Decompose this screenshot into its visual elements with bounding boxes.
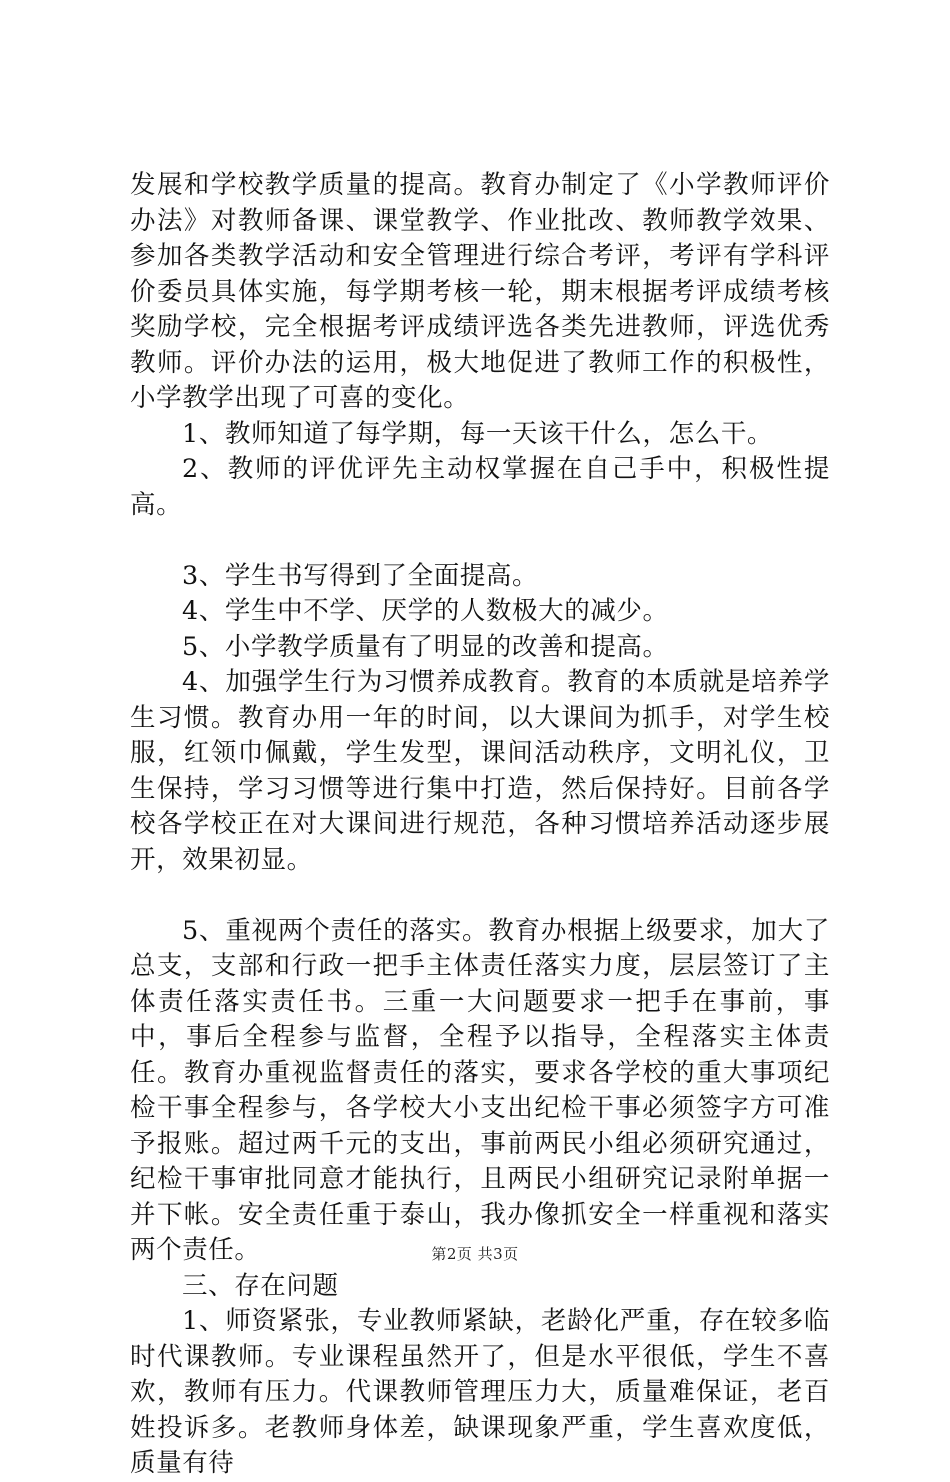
- paragraph-continuation: 发展和学校教学质量的提高。教育办制定了《小学教师评价办法》对教师备课、课堂教学、作业批改、教师教学效果、参加各类教学活动和安全管理进行综合考评，考评有学科评价委员具体实施，每学期考核一轮，期末根据考评成绩考核奖励学校，完全根据考评成绩评选各类先进教师，评选优秀教师。评价办法的运用，极大地促进了教师工作的积极性，小学教学出现了可喜的变化。: [130, 170, 830, 413]
- paragraph-habits: 4、加强学生行为习惯养成教育。教育的本质就是培养学生习惯。教育办用一年的时间，以大课间为抓手，对学生校服，红领巾佩戴，学生发型，课间活动秩序，文明礼仪，卫生保持，学习习惯等进行集中打造，然后保持好。目前各学校各学校正在对大课间进行规范，各种习惯培养活动逐步展开，效果初显。: [130, 667, 830, 875]
- blank-line: [130, 878, 830, 914]
- section-heading: 三、存在问题: [182, 1270, 339, 1301]
- list-item: 3、学生书写得到了全面提高。: [182, 560, 539, 591]
- paragraph-problems: 1、师资紧张，专业教师紧缺，老龄化严重，存在较多临时代课教师。专业课程虽然开了，但是水平很低，学生不喜欢，教师有压力。代课教师管理压力大，质量难保证，老百姓投诉多。老教师身体差，缺课现象严重，学生喜欢度低，质量有待: [130, 1306, 830, 1478]
- list-item: 5、小学教学质量有了明显的改善和提高。: [182, 631, 669, 662]
- page-number-footer: 第2页 共3页: [431, 1245, 519, 1263]
- blank-line: [130, 523, 830, 559]
- list-item: 1、教师知道了每学期，每一天该干什么，怎么干。: [182, 418, 774, 449]
- paragraph-responsibility: 5、重视两个责任的落实。教育办根据上级要求，加大了总支，支部和行政一把手主体责任落实力度，层层签订了主体责任落实责任书。三重一大问题要求一把手在事前，事中，事后全程参与监督，全程予以指导，全程落实主体责任。教育办重视监督责任的落实，要求各学校的重大事项纪检干事全程参与，各学校大小支出纪检干事必须签字方可准予报账。超过两千元的支出，事前两民小组必须研究通过，纪检干事审批同意才能执行，且两民小组研究记录附单据一并下帐。安全责任重于泰山，我办像抓安全一样重视和落实两个责任。: [130, 915, 830, 1265]
- list-item: 2、教师的评优评先主动权掌握在自己手中，积极性提高。: [130, 454, 830, 520]
- document-body: [130, 168, 830, 1482]
- list-item: 4、学生中不学、厌学的人数极大的减少。: [182, 596, 669, 626]
